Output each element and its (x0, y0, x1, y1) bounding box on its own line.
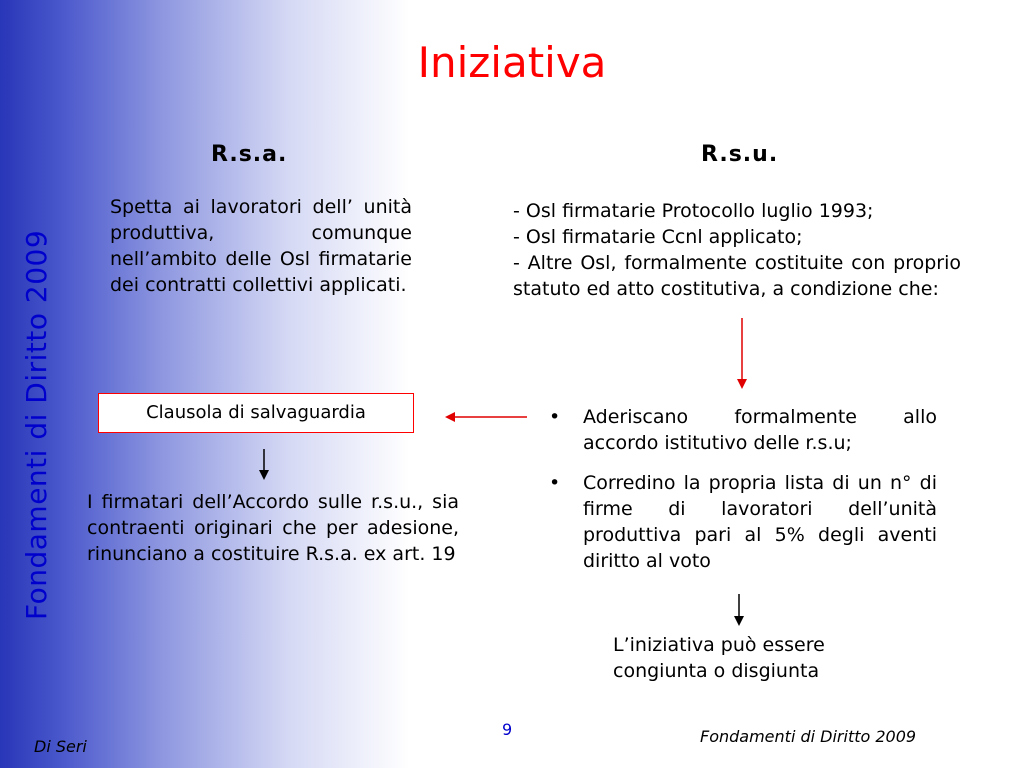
page-number: 9 (502, 720, 513, 739)
rsu-line-1: - Osl firmatarie Protocollo luglio 1993; (513, 200, 874, 222)
footer-author: Di Seri (34, 737, 87, 756)
bullet-icon: • (549, 472, 561, 494)
rsa-description-text: Spetta ai lavoratori dell’ unità produttiva, comunque nell’ambito delle Osl firmatarie dei contratti collettivi applicati. (110, 196, 412, 296)
firmatari-text-content: I firmatari dell’Accordo sulle r.s.u., sia contraenti originari che per adesione, rinunciano a costituire R.s.a. ex art. 19 (87, 491, 459, 565)
side-title: Fondamenti di Diritto 2009 (20, 229, 53, 620)
iniziativa-note: L’iniziativa può essere congiunta o disgiunta (613, 634, 825, 682)
rsa-heading: R.s.a. (211, 142, 288, 167)
rsu-heading: R.s.u. (701, 142, 779, 167)
clausola-box: Clausola di salvaguardia (98, 393, 414, 433)
condition-text: Aderiscano formalmente allo accordo istitutivo delle r.s.u; (583, 406, 937, 454)
slide-title: Iniziativa (417, 38, 607, 87)
footer-course: Fondamenti di Diritto 2009 (700, 727, 917, 746)
rsu-line-2: - Osl firmatarie Ccnl applicato; (513, 226, 803, 248)
bullet-icon: • (549, 406, 561, 428)
condition-text: Corredino la propria lista di un n° di firme di lavoratori dell’unità produttiva pari al 5% degli aventi diritto al voto (583, 472, 937, 572)
rsu-line-3-text: - Altre Osl, formalmente costituite con proprio statuto ed atto costitutiva, a condizione che: (513, 252, 961, 300)
